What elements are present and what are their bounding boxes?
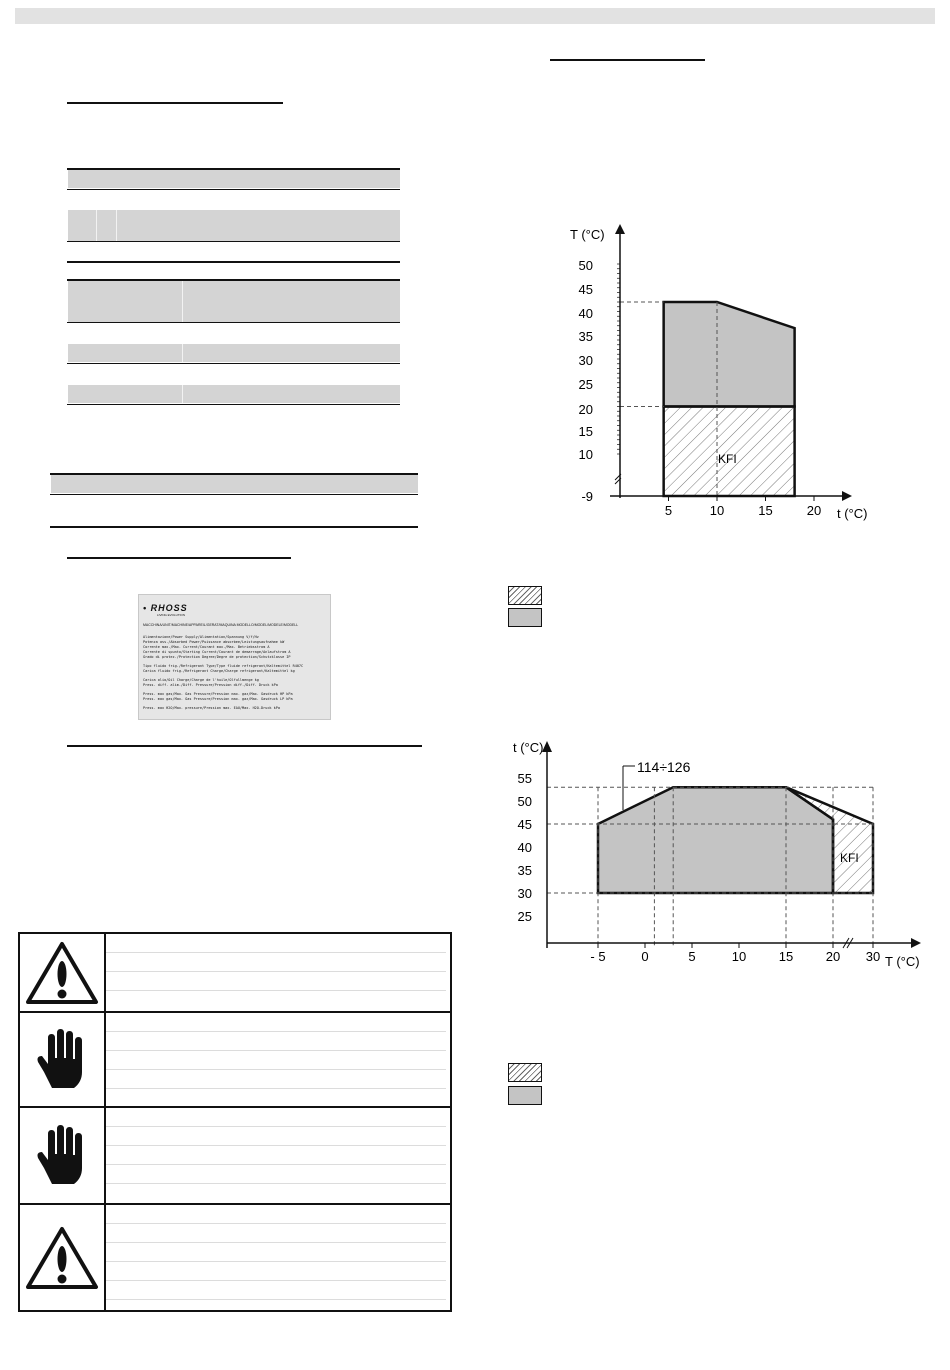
- warning-row: [20, 1013, 450, 1108]
- nameplate-label: [138, 594, 331, 720]
- x-tick-label: 5: [688, 949, 696, 964]
- section-heading-rule-2: [67, 557, 291, 559]
- y-tick-label: 35: [578, 329, 593, 344]
- x-tick-label: 15: [778, 949, 794, 964]
- y-tick-label: 40: [517, 840, 532, 855]
- region-gray: [598, 787, 833, 893]
- y-tick-label: 45: [578, 282, 593, 297]
- y-tick-label: 20: [578, 402, 593, 417]
- y-tick-label: 55: [517, 771, 532, 786]
- y-tick-label: 50: [578, 258, 593, 273]
- warning-row: [20, 1205, 450, 1310]
- y-axis-arrow-icon: [615, 224, 625, 234]
- section-heading-rule-4: [550, 59, 705, 61]
- warning-row: [20, 934, 450, 1013]
- glove-hand-icon: [34, 1028, 90, 1092]
- warnings-table: [18, 932, 452, 1312]
- glove-hand-icon: [34, 1124, 90, 1188]
- x-axis-arrow-icon: [911, 938, 921, 948]
- y-tick-label: 15: [578, 424, 593, 439]
- y-tick-label: 45: [517, 817, 532, 832]
- x-axis-label: T (°C): [885, 954, 920, 969]
- legend-hatched-swatch: [508, 1063, 542, 1082]
- x-tick-label: 20: [825, 949, 841, 964]
- x-axis-arrow-icon: [842, 491, 852, 501]
- annotation-label: 114÷126: [637, 759, 691, 775]
- brand-logo: • RHOSS: [143, 603, 188, 613]
- y-tick-label: 25: [517, 909, 532, 924]
- y-tick-label: 10: [578, 447, 593, 462]
- region-gray: [664, 302, 795, 407]
- region-label-kfi: KFI: [840, 851, 859, 865]
- x-tick-label: 0: [641, 949, 649, 964]
- x-tick-label: 20: [806, 503, 822, 518]
- y-tick-label: 25: [578, 377, 593, 392]
- page-header-band: [15, 8, 935, 24]
- y-tick-label: 40: [578, 306, 593, 321]
- x-tick-label: 15: [758, 503, 773, 518]
- x-tick-label: 5: [664, 503, 673, 518]
- x-tick-label: 30: [865, 949, 881, 964]
- nameplate-lines: Alimentazione/Power Supply/Alimentation/Spannung V/f/Hz Potenza ass./Absorbed Power/Puissance absorbee/Leistungsaufnahme kW Corrente max./Max. Current/Courant max./Max. Betriebsstrom A Corrente di spunto/Starting Current/Courant de demarrage/Anlaufstrom A Grado di protez./Protection Degree/Degre de protection/Schutzklasse IP Tipo fluido frig./Refrigerant Type/Type fluide refrigerant/Kaltemittel R407C Carica fluido frig./Refrigerant Charge/Charge refrigerant/Kaltemittel kg Carica olio/Oil Charge/Charge de l'huile/Olfullmenge kg Press. diff. alim./Diff. Pressure/Pression diff./Diff. Druck kPa Press. max gas/Max. Gas Pressure/Pression max. gaz/Max. Gasdruck HP kPa Press. max gas/Max. Gas Pressure/Pression max. gaz/Max. Gasdruck LP kPa Press. max H2O/Max. pressure/Pression max. EAU/Max. H2O-Druck kPa: [143, 635, 304, 710]
- y-tick-label: 50: [517, 794, 532, 809]
- legend-hatched-swatch: [508, 586, 542, 605]
- region-label-kfi: KFI: [718, 452, 737, 466]
- legend-gray-swatch: [508, 1086, 542, 1105]
- x-axis-label: t (°C): [837, 506, 868, 521]
- y-tick-label: 35: [517, 863, 532, 878]
- y-axis-arrow-icon: [542, 741, 552, 752]
- section-heading-rule-3: [67, 745, 422, 747]
- chart-operating-limits-heating: [505, 736, 925, 976]
- y-tick-label: -9: [581, 489, 593, 504]
- warning-triangle-icon: [24, 938, 100, 1008]
- section-heading-rule-1: [67, 102, 283, 104]
- y-axis-label: t (°C): [513, 740, 544, 755]
- y-axis-label: T (°C): [570, 227, 605, 242]
- x-tick-label: 10: [731, 949, 747, 964]
- x-tick-label: - 5: [590, 949, 606, 964]
- legend-gray-swatch: [508, 608, 542, 627]
- warning-row: [20, 1108, 450, 1205]
- y-tick-label: 30: [578, 353, 593, 368]
- nameplate-header: MACCHINA/UNIT/MACHINE/APPAREIL/GERAT/MAQUINA MODELLO/MODEL/MODELE/MODELL: [143, 623, 299, 627]
- brand-tagline: LIVING EVOLUTION: [157, 613, 186, 617]
- warning-triangle-icon: [24, 1223, 100, 1293]
- y-tick-label: 30: [517, 886, 532, 901]
- x-tick-label: 10: [709, 503, 725, 518]
- chart-operating-limits-cooling: [560, 222, 880, 522]
